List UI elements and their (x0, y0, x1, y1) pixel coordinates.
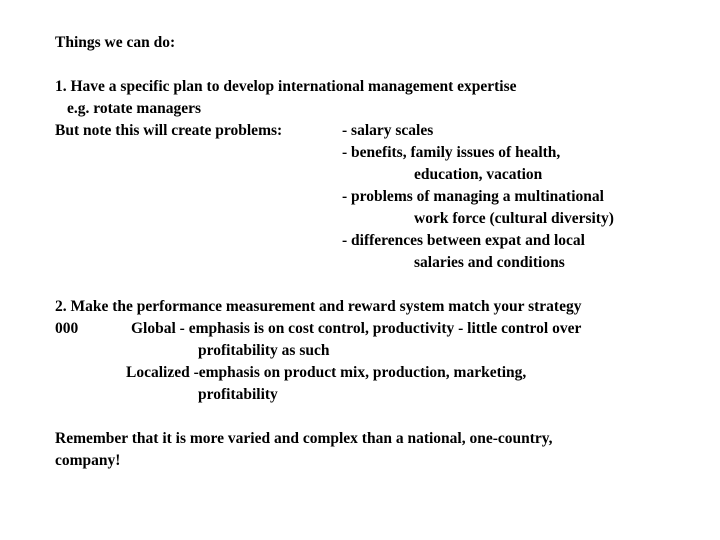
problem-item-continuation: education, vacation (414, 166, 543, 183)
localized-strategy-continuation: profitability (198, 386, 278, 403)
point-1-caveat: But note this will create problems: (55, 122, 283, 139)
conclusion-line: Remember that it is more varied and complex than a national, one-country, (55, 430, 553, 447)
problem-item-continuation: work force (cultural diversity) (414, 210, 614, 227)
problem-item-continuation: salaries and conditions (414, 254, 565, 271)
global-strategy-continuation: profitability as such (198, 342, 330, 359)
point-2-title: 2. Make the performance measurement and reward system match your strategy (55, 298, 582, 315)
point-1-title: 1. Have a specific plan to develop international management expertise (55, 78, 517, 95)
problem-item: - salary scales (342, 122, 434, 139)
problem-item: - problems of managing a multinational (342, 188, 604, 205)
slide-heading: Things we can do: (55, 34, 176, 51)
point-2-marker: 000 (55, 320, 79, 337)
problem-item: - benefits, family issues of health, (342, 144, 561, 161)
problem-item: - differences between expat and local (342, 232, 585, 249)
global-strategy-line: Global - emphasis is on cost control, productivity - little control over (131, 320, 582, 337)
conclusion-line: company! (55, 452, 121, 469)
point-1-example: e.g. rotate managers (67, 100, 202, 117)
localized-strategy-line: Localized -emphasis on product mix, production, marketing, (126, 364, 527, 381)
